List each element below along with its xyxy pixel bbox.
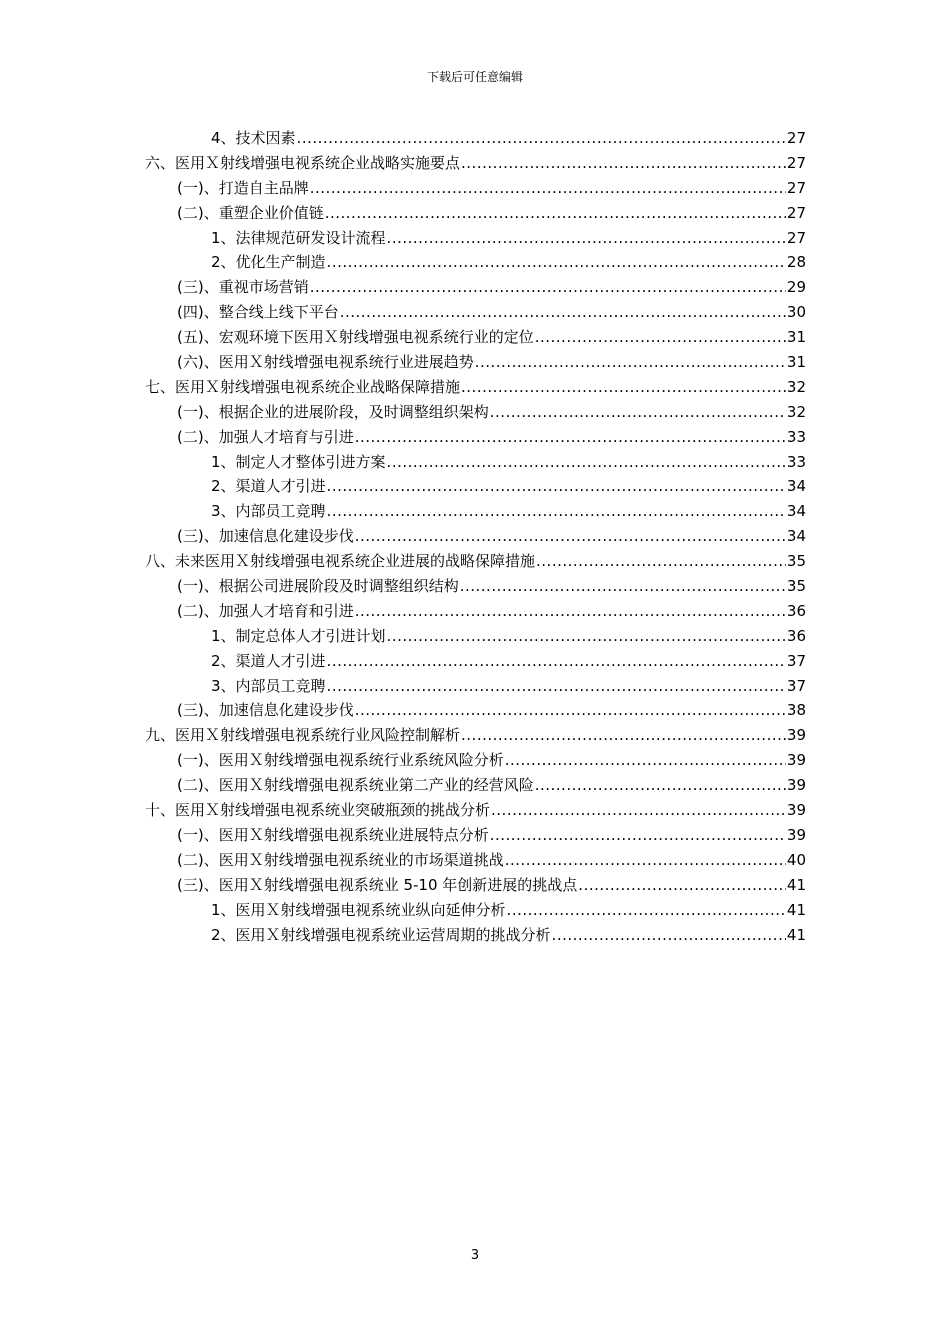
toc-entry-page: 32	[786, 377, 806, 396]
toc-dot-leader	[536, 549, 786, 574]
toc-entry-page: 37	[786, 676, 806, 695]
toc-dot-leader	[310, 275, 786, 300]
toc-entry-page: 27	[786, 228, 806, 247]
toc-entry-page: 39	[786, 825, 806, 844]
toc-entry-title: 3、内部员工竞聘	[211, 676, 326, 695]
toc-entry[interactable]	[145, 873, 806, 898]
toc-entry[interactable]	[145, 226, 806, 251]
toc-entry-title: (二)、加强人才培育与引进	[177, 427, 354, 446]
toc-dot-leader	[461, 723, 786, 748]
toc-entry-page: 31	[786, 328, 806, 347]
toc-entry-page: 27	[786, 203, 806, 222]
toc-entry-page: 33	[786, 452, 806, 471]
toc-entry-page: 31	[786, 353, 806, 372]
toc-dot-leader	[310, 176, 786, 201]
toc-entry[interactable]	[145, 126, 806, 151]
toc-entry-page: 39	[786, 751, 806, 770]
toc-entry[interactable]	[145, 176, 806, 201]
toc-entry-title: (一)、医用Ｘ射线增强电视系统业进展特点分析	[177, 825, 489, 844]
toc-entry-title: 2、渠道人才引进	[211, 651, 326, 670]
toc-dot-leader	[325, 201, 786, 226]
toc-entry-title: 2、优化生产制造	[211, 253, 326, 272]
toc-entry-page: 35	[786, 577, 806, 596]
toc-entry[interactable]	[145, 674, 806, 699]
toc-entry-page: 40	[786, 850, 806, 869]
toc-entry-title: 1、医用Ｘ射线增强电视系统业纵向延伸分析	[211, 900, 506, 919]
toc-entry-page: 41	[786, 900, 806, 919]
toc-dot-leader	[387, 450, 786, 475]
toc-entry[interactable]	[145, 300, 806, 325]
toc-entry-title: (三)、重视市场营销	[177, 278, 309, 297]
toc-dot-leader	[387, 226, 786, 251]
toc-entry-page: 34	[786, 527, 806, 546]
toc-entry-title: (一)、医用Ｘ射线增强电视系统行业系统风险分析	[177, 751, 504, 770]
toc-entry-page: 32	[786, 402, 806, 421]
toc-entry-title: 1、制定总体人才引进计划	[211, 626, 386, 645]
toc-entry-title: 六、医用Ｘ射线增强电视系统企业战略实施要点	[145, 153, 461, 172]
toc-entry[interactable]	[145, 201, 806, 226]
toc-entry[interactable]	[145, 151, 806, 176]
toc-entry[interactable]	[145, 375, 806, 400]
toc-entry[interactable]	[145, 723, 806, 748]
toc-entry-title: 七、医用Ｘ射线增强电视系统企业战略保障措施	[145, 377, 461, 396]
toc-entry[interactable]	[145, 848, 806, 873]
toc-dot-leader	[491, 798, 786, 823]
toc-dot-leader	[535, 773, 786, 798]
toc-entry-page: 36	[786, 626, 806, 645]
toc-entry-page: 30	[786, 303, 806, 322]
toc-entry[interactable]	[145, 400, 806, 425]
toc-entry-title: 3、内部员工竞聘	[211, 502, 326, 521]
toc-entry-title: 2、医用Ｘ射线增强电视系统业运营周期的挑战分析	[211, 925, 551, 944]
toc-dot-leader	[578, 873, 786, 898]
page-number: 3	[470, 1248, 480, 1263]
toc-dot-leader	[460, 574, 786, 599]
toc-entry-title: 1、法律规范研发设计流程	[211, 228, 386, 247]
toc-entry-page: 36	[786, 601, 806, 620]
toc-entry-title: (一)、根据公司进展阶段及时调整组织结构	[177, 577, 459, 596]
toc-entry[interactable]	[145, 923, 806, 948]
toc-entry[interactable]	[145, 549, 806, 574]
table-of-contents	[145, 126, 806, 947]
toc-entry-title: (二)、医用Ｘ射线增强电视系统业的市场渠道挑战	[177, 850, 504, 869]
toc-entry[interactable]	[145, 698, 806, 723]
toc-entry[interactable]	[145, 499, 806, 524]
toc-entry-page: 39	[786, 776, 806, 795]
toc-dot-leader	[297, 126, 786, 151]
toc-entry[interactable]	[145, 624, 806, 649]
toc-entry-page: 41	[786, 925, 806, 944]
toc-entry-page: 39	[786, 801, 806, 820]
toc-entry[interactable]	[145, 599, 806, 624]
toc-entry-title: (二)、医用Ｘ射线增强电视系统业第二产业的经营风险	[177, 776, 534, 795]
toc-dot-leader	[535, 325, 786, 350]
toc-entry[interactable]	[145, 823, 806, 848]
toc-entry-title: (二)、重塑企业价值链	[177, 203, 324, 222]
toc-entry[interactable]	[145, 450, 806, 475]
toc-entry-page: 39	[786, 726, 806, 745]
toc-dot-leader	[340, 300, 786, 325]
toc-entry[interactable]	[145, 425, 806, 450]
toc-entry[interactable]	[145, 748, 806, 773]
page-header: 下载后可任意编辑	[426, 70, 523, 84]
toc-entry-page: 28	[786, 253, 806, 272]
toc-entry-title: (一)、根据企业的进展阶段，及时调整组织架构	[177, 402, 489, 421]
toc-dot-leader	[327, 499, 786, 524]
toc-entry[interactable]	[145, 474, 806, 499]
toc-entry-page: 34	[786, 477, 806, 496]
toc-entry[interactable]	[145, 773, 806, 798]
toc-entry-page: 41	[786, 875, 806, 894]
toc-entry-title: (三)、加速信息化建设步伐	[177, 527, 354, 546]
toc-entry[interactable]	[145, 350, 806, 375]
toc-entry[interactable]	[145, 649, 806, 674]
toc-dot-leader	[355, 698, 786, 723]
toc-entry-title: (四)、整合线上线下平台	[177, 303, 339, 322]
toc-entry-title: 十、医用Ｘ射线增强电视系统业突破瓶颈的挑战分析	[145, 801, 491, 820]
toc-entry-page: 38	[786, 701, 806, 720]
toc-entry-title: 2、渠道人才引进	[211, 477, 326, 496]
toc-entry-page: 27	[786, 153, 806, 172]
toc-entry-title: (三)、加速信息化建设步伐	[177, 701, 354, 720]
toc-entry-page: 34	[786, 502, 806, 521]
toc-entry-page: 29	[786, 278, 806, 297]
toc-dot-leader	[505, 848, 786, 873]
toc-dot-leader	[461, 375, 786, 400]
toc-entry-page: 37	[786, 651, 806, 670]
toc-entry-page: 35	[786, 552, 806, 571]
toc-dot-leader	[355, 425, 786, 450]
toc-dot-leader	[355, 524, 786, 549]
toc-dot-leader	[475, 350, 786, 375]
toc-entry[interactable]	[145, 524, 806, 549]
toc-dot-leader	[552, 923, 786, 948]
toc-entry[interactable]	[145, 275, 806, 300]
toc-dot-leader	[490, 823, 786, 848]
toc-entry[interactable]	[145, 898, 806, 923]
toc-dot-leader	[355, 599, 786, 624]
toc-dot-leader	[490, 400, 786, 425]
toc-dot-leader	[327, 250, 786, 275]
toc-entry[interactable]	[145, 250, 806, 275]
toc-entry-title: (一)、打造自主品牌	[177, 178, 309, 197]
toc-entry-title: 九、医用Ｘ射线增强电视系统行业风险控制解析	[145, 726, 461, 745]
toc-entry-title: 4、技术因素	[211, 129, 296, 147]
toc-dot-leader	[387, 624, 786, 649]
toc-entry-page: 27	[786, 178, 806, 197]
toc-dot-leader	[327, 474, 786, 499]
toc-entry-title: (二)、加强人才培育和引进	[177, 601, 354, 620]
toc-dot-leader	[461, 151, 786, 176]
toc-entry-title: 八、未来医用Ｘ射线增强电视系统企业进展的战略保障措施	[145, 552, 536, 571]
toc-dot-leader	[327, 649, 786, 674]
toc-entry[interactable]	[145, 574, 806, 599]
toc-entry-page: 33	[786, 427, 806, 446]
toc-entry[interactable]	[145, 325, 806, 350]
toc-dot-leader	[505, 748, 786, 773]
toc-dot-leader	[327, 674, 786, 699]
toc-entry-page: 27	[786, 129, 806, 147]
toc-entry-title: (三)、医用Ｘ射线增强电视系统业 5-10 年创新进展的挑战点	[177, 875, 578, 894]
toc-entry-title: 1、制定人才整体引进方案	[211, 452, 386, 471]
toc-dot-leader	[507, 898, 786, 923]
toc-entry-title: (五)、宏观环境下医用Ｘ射线增强电视系统行业的定位	[177, 328, 534, 347]
toc-entry-title: (六)、医用Ｘ射线增强电视系统行业进展趋势	[177, 353, 474, 372]
toc-entry[interactable]	[145, 798, 806, 823]
